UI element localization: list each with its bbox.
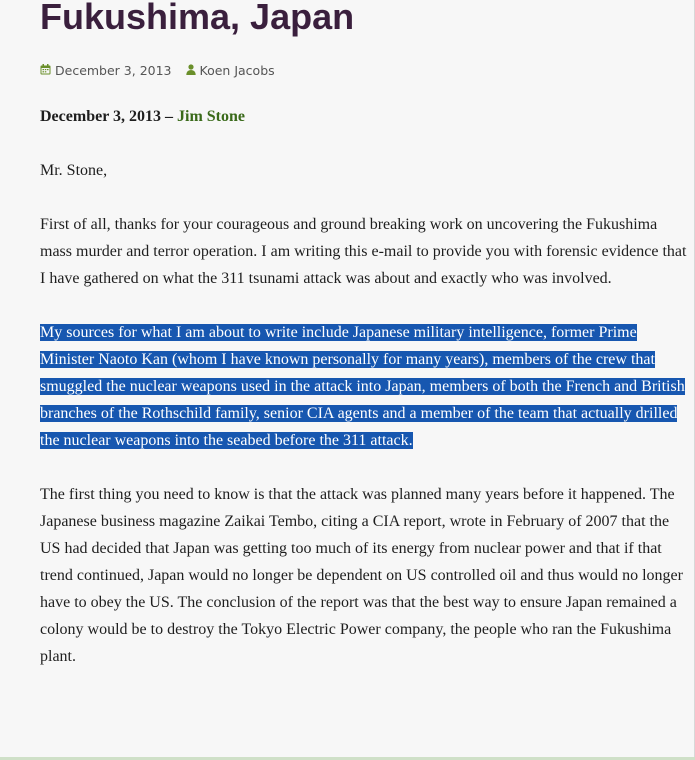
dateline-date: December 3, 2013 (40, 108, 161, 125)
meta-date-link[interactable]: December 3, 2013 (55, 63, 172, 78)
article-title: Fukushima, Japan (40, 0, 355, 37)
dateline-source-link[interactable]: Jim Stone (177, 108, 245, 125)
meta-author-link[interactable]: Koen Jacobs (199, 63, 275, 78)
paragraph-intro: First of all, thanks for your courageous and ground breaking work on uncovering the Fukushima mass murder and terror operation. I am writing this e-mail to provide you with forensic evidence that I have gathered on what the 311 tsunami attack was about and exactly who was involved. (40, 216, 687, 287)
dateline (40, 103, 690, 130)
article-meta (40, 63, 275, 78)
paragraph-sources (40, 319, 690, 454)
salutation: Mr. Stone, (40, 162, 108, 179)
article-body (40, 103, 690, 697)
paragraph-plan: The first thing you need to know is that the attack was planned many years before it happened. The Japanese business magazine Zaikai Tembo, citing a CIA report, wrote in February of 2007 that the US had decided that Japan was getting too much of its energy from nuclear power and that if that trend continued, Japan would no longer be dependent on US controlled oil and thus would no longer have to obey the US. The conclusion of the report was that the best way to ensure Japan remained a colony would be to destroy the Tokyo Electric Power company, the people who ran the Fukushima plant. (40, 486, 683, 665)
calendar-icon (40, 63, 51, 78)
meta-author (186, 63, 275, 78)
user-icon (186, 63, 196, 78)
dateline-separator: – (161, 108, 177, 125)
selected-text[interactable]: My sources for what I am about to write include Japanese military intelligence, former Prime Minister Naoto Kan (whom I have known personally for many years), members of the crew that smuggled the nuclear weapons used in the attack into Japan, members of both the French and British branches of the Rothschild family, senior CIA agents and a member of the team that actually drilled the nuclear weapons into the seabed before the 311 attack. (40, 324, 685, 449)
